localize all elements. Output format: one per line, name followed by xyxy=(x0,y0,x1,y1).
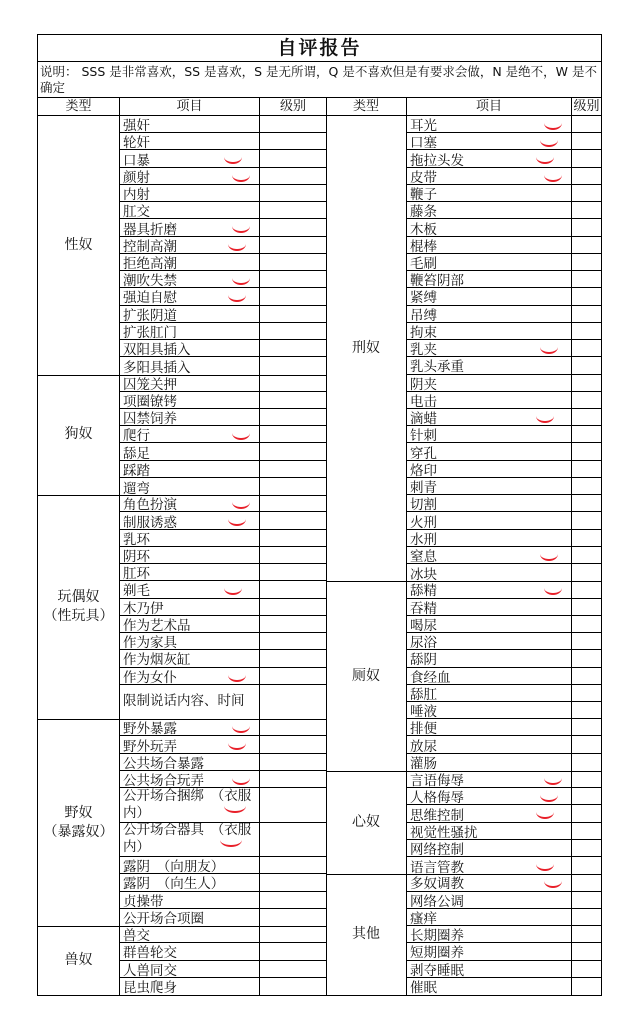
level-cell[interactable] xyxy=(572,685,601,701)
category-name: 性奴 xyxy=(38,116,120,375)
header-item: 项目 xyxy=(120,98,260,115)
item-label: 烙印 xyxy=(407,461,572,477)
item-row xyxy=(120,530,326,547)
item-label: 多阳具插入 xyxy=(120,357,260,374)
level-cell[interactable] xyxy=(260,564,326,580)
red-pen-mark xyxy=(232,271,250,285)
instructions-note: 说明： SSS 是非常喜欢，SS 是喜欢，S 是无所谓，Q 是不喜欢但是有要求会做，N 是绝不，W 是不确定 xyxy=(38,62,601,98)
level-cell[interactable] xyxy=(260,340,326,356)
category-group xyxy=(326,116,601,582)
item-label: 针刺 xyxy=(407,426,572,442)
right-table xyxy=(326,98,601,995)
item-label: 排便 xyxy=(407,719,572,735)
item-row xyxy=(120,909,326,926)
item-row xyxy=(407,978,601,995)
item-label: 皮带 xyxy=(407,168,572,184)
item-label: 公开场合项圈 xyxy=(120,909,260,926)
item-label: 语言管教 xyxy=(407,857,572,874)
item-label: 扩张肛门 xyxy=(120,323,260,339)
item-label: 冰块 xyxy=(407,564,572,581)
item-row xyxy=(407,736,601,753)
item-label: 爬行 xyxy=(120,426,260,442)
red-pen-mark xyxy=(224,799,246,813)
item-label: 穿孔 xyxy=(407,443,572,459)
red-pen-mark xyxy=(536,409,554,423)
red-pen-mark xyxy=(544,168,562,182)
item-row xyxy=(120,961,326,978)
item-label: 网络公调 xyxy=(407,892,572,908)
item-label: 露阴 （向朋友） xyxy=(120,857,260,873)
item-row xyxy=(120,771,326,788)
item-row xyxy=(120,133,326,150)
item-label: 毛刷 xyxy=(407,254,572,270)
item-row xyxy=(120,185,326,202)
item-row xyxy=(407,547,601,564)
item-label: 乳头承重 xyxy=(407,357,572,373)
item-label: 人格侮辱 xyxy=(407,788,572,804)
level-cell[interactable] xyxy=(572,788,601,804)
report-title: 自评报告 xyxy=(38,35,601,62)
level-cell[interactable] xyxy=(572,874,601,890)
level-cell[interactable] xyxy=(572,961,601,977)
level-cell[interactable] xyxy=(572,530,601,546)
level-cell[interactable] xyxy=(260,892,326,908)
item-label: 作为烟灰缸 xyxy=(120,650,260,666)
item-row xyxy=(407,961,601,978)
left-header xyxy=(38,98,326,116)
item-label: 吊缚 xyxy=(407,306,572,322)
level-cell[interactable] xyxy=(260,150,326,166)
item-row xyxy=(120,547,326,564)
item-label: 囚禁饲养 xyxy=(120,409,260,425)
item-row xyxy=(120,461,326,478)
item-label: 电击 xyxy=(407,392,572,408)
category-name: 其他 xyxy=(326,874,407,995)
item-label: 瘙痒 xyxy=(407,909,572,925)
table xyxy=(38,98,601,995)
item-label: 口暴 xyxy=(120,150,260,166)
left-table xyxy=(38,98,327,995)
level-cell[interactable] xyxy=(260,185,326,201)
item-label: 吞精 xyxy=(407,599,572,615)
item-label: 剥夺睡眠 xyxy=(407,961,572,977)
item-label: 器具折磨 xyxy=(120,219,260,235)
item-label: 乳环 xyxy=(120,530,260,546)
level-cell[interactable] xyxy=(260,392,326,408)
level-cell[interactable] xyxy=(572,650,601,666)
category-group xyxy=(326,874,601,995)
level-cell[interactable] xyxy=(572,702,601,718)
red-pen-mark xyxy=(536,857,554,871)
level-cell[interactable] xyxy=(572,943,601,959)
level-cell[interactable] xyxy=(572,581,601,597)
level-cell[interactable] xyxy=(572,426,601,442)
category-group xyxy=(38,719,326,927)
item-label: 灌肠 xyxy=(407,754,572,771)
level-cell[interactable] xyxy=(260,736,326,752)
item-label: 舔阴 xyxy=(407,650,572,666)
level-cell[interactable] xyxy=(260,530,326,546)
item-label: 长期圈养 xyxy=(407,926,572,942)
item-label: 拒绝高潮 xyxy=(120,254,260,270)
item-label: 棍棒 xyxy=(407,237,572,253)
item-label: 拘束 xyxy=(407,323,572,339)
category-group xyxy=(38,116,326,376)
item-label: 轮奸 xyxy=(120,133,260,149)
level-cell[interactable] xyxy=(572,202,601,218)
red-pen-mark xyxy=(544,771,562,785)
level-cell[interactable] xyxy=(260,271,326,287)
red-pen-mark xyxy=(232,168,250,182)
level-cell[interactable] xyxy=(572,150,601,166)
level-cell[interactable] xyxy=(572,288,601,304)
item-label: 舔足 xyxy=(120,443,260,459)
item-label: 强迫自慰 xyxy=(120,288,260,304)
item-row xyxy=(120,150,326,167)
level-cell[interactable] xyxy=(572,116,601,132)
level-cell[interactable] xyxy=(260,633,326,649)
item-row xyxy=(120,685,326,719)
level-cell[interactable] xyxy=(260,874,326,890)
level-cell[interactable] xyxy=(572,306,601,322)
item-label: 制服诱惑 xyxy=(120,512,260,528)
item-row xyxy=(120,564,326,581)
item-label: 拖拉头发 xyxy=(407,150,572,166)
level-cell[interactable] xyxy=(260,616,326,632)
category-name: 心奴 xyxy=(326,771,407,874)
level-cell[interactable] xyxy=(260,168,326,184)
level-cell[interactable] xyxy=(260,961,326,977)
level-cell[interactable] xyxy=(260,943,326,959)
red-pen-mark xyxy=(540,340,558,354)
item-label: 野外玩弄 xyxy=(120,736,260,752)
level-cell[interactable] xyxy=(572,219,601,235)
level-cell[interactable] xyxy=(260,512,326,528)
level-cell[interactable] xyxy=(260,754,326,770)
level-cell[interactable] xyxy=(260,461,326,477)
header-type: 类型 xyxy=(38,98,120,115)
item-label: 扩张阴道 xyxy=(120,306,260,322)
item-row xyxy=(120,340,326,357)
category-group xyxy=(326,771,601,875)
level-cell[interactable] xyxy=(260,909,326,926)
item-label: 阴环 xyxy=(120,547,260,563)
item-label: 剃毛 xyxy=(120,581,260,597)
header-level: 级别 xyxy=(573,99,600,114)
item-label: 公开场合器具 （衣服内） xyxy=(120,823,260,856)
item-row xyxy=(120,426,326,443)
item-label: 鞭子 xyxy=(407,185,572,201)
level-cell[interactable] xyxy=(572,461,601,477)
level-cell[interactable] xyxy=(572,168,601,184)
red-pen-mark xyxy=(540,547,558,561)
item-label: 项圈镣铐 xyxy=(120,392,260,408)
item-label: 喝尿 xyxy=(407,616,572,632)
level-cell[interactable] xyxy=(572,392,601,408)
level-cell[interactable] xyxy=(572,375,601,391)
level-cell[interactable] xyxy=(572,495,601,511)
level-cell[interactable] xyxy=(260,288,326,304)
item-label: 贞操带 xyxy=(120,892,260,908)
level-cell[interactable] xyxy=(260,375,326,391)
level-cell[interactable] xyxy=(572,478,601,494)
level-cell[interactable] xyxy=(572,633,601,649)
category-name: 厕奴 xyxy=(326,581,407,771)
item-row xyxy=(120,892,326,909)
level-cell[interactable] xyxy=(260,202,326,218)
item-label: 野外暴露 xyxy=(120,719,260,735)
category-group xyxy=(38,375,326,497)
category-name: 狗奴 xyxy=(38,375,120,496)
level-cell[interactable] xyxy=(260,478,326,495)
item-label: 食经血 xyxy=(407,668,572,684)
item-label: 耳光 xyxy=(407,116,572,132)
level-cell[interactable] xyxy=(572,357,601,373)
item-label: 木板 xyxy=(407,219,572,235)
level-cell[interactable] xyxy=(260,306,326,322)
level-cell[interactable] xyxy=(572,237,601,253)
level-cell[interactable] xyxy=(572,340,601,356)
item-label: 水刑 xyxy=(407,530,572,546)
item-label: 囚笼关押 xyxy=(120,375,260,391)
level-cell[interactable] xyxy=(260,443,326,459)
level-cell[interactable] xyxy=(260,771,326,787)
item-label: 踩踏 xyxy=(120,461,260,477)
item-label: 藤条 xyxy=(407,202,572,218)
item-label: 口塞 xyxy=(407,133,572,149)
level-cell[interactable] xyxy=(572,892,601,908)
item-row xyxy=(120,443,326,460)
item-label: 视觉性骚扰 xyxy=(407,823,572,839)
level-cell[interactable] xyxy=(260,219,326,235)
level-cell[interactable] xyxy=(572,409,601,425)
level-cell[interactable] xyxy=(572,323,601,339)
item-label: 舔精 xyxy=(407,581,572,597)
level-cell[interactable] xyxy=(260,788,326,821)
level-cell[interactable] xyxy=(260,495,326,511)
item-label: 舔肛 xyxy=(407,685,572,701)
level-cell[interactable] xyxy=(572,771,601,787)
item-row xyxy=(120,116,326,133)
item-row xyxy=(120,823,326,857)
item-label: 阴夹 xyxy=(407,375,572,391)
category-group xyxy=(326,581,601,772)
level-cell[interactable] xyxy=(260,926,326,942)
item-label: 作为艺术品 xyxy=(120,616,260,632)
red-pen-mark xyxy=(228,668,246,682)
item-label: 双阳具插入 xyxy=(120,340,260,356)
level-cell[interactable] xyxy=(260,357,326,374)
item-label: 人兽同交 xyxy=(120,961,260,977)
item-label: 潮吹失禁 xyxy=(120,271,260,287)
right-body xyxy=(326,116,601,995)
level-cell[interactable] xyxy=(572,719,601,735)
item-label: 短期圈养 xyxy=(407,943,572,959)
level-cell[interactable] xyxy=(260,978,326,995)
item-label: 尿浴 xyxy=(407,633,572,649)
level-cell[interactable] xyxy=(572,978,601,995)
level-cell[interactable] xyxy=(260,426,326,442)
level-cell[interactable] xyxy=(572,823,601,839)
item-label: 思维控制 xyxy=(407,805,572,821)
item-row xyxy=(120,168,326,185)
item-label: 多奴调教 xyxy=(407,874,572,890)
level-cell[interactable] xyxy=(572,857,601,874)
level-cell[interactable] xyxy=(572,840,601,856)
level-cell[interactable] xyxy=(260,823,326,856)
header-type: 类型 xyxy=(326,98,407,115)
level-cell[interactable] xyxy=(260,237,326,253)
level-cell[interactable] xyxy=(572,668,601,684)
level-cell[interactable] xyxy=(572,547,601,563)
item-label: 公共场合暴露 xyxy=(120,754,260,770)
left-body xyxy=(38,116,326,995)
item-label: 紧缚 xyxy=(407,288,572,304)
level-cell[interactable] xyxy=(260,668,326,684)
item-label: 限制说话内容、时间 xyxy=(120,685,260,719)
level-cell[interactable] xyxy=(572,909,601,925)
item-row xyxy=(120,978,326,995)
right-header xyxy=(326,98,601,116)
level-cell[interactable] xyxy=(572,616,601,632)
level-cell[interactable] xyxy=(260,133,326,149)
category-name: 刑奴 xyxy=(326,116,407,581)
level-cell[interactable] xyxy=(572,805,601,821)
item-label: 唾液 xyxy=(407,702,572,718)
header-level: 级别 xyxy=(279,99,306,114)
level-cell[interactable] xyxy=(572,443,601,459)
item-label: 木乃伊 xyxy=(120,599,260,615)
item-label: 作为家具 xyxy=(120,633,260,649)
level-cell[interactable] xyxy=(572,564,601,581)
level-cell[interactable] xyxy=(572,185,601,201)
item-label: 遛弯 xyxy=(120,478,260,495)
item-label: 乳夹 xyxy=(407,340,572,356)
category-name: 野奴 （暴露奴） xyxy=(38,719,120,926)
item-row xyxy=(120,668,326,685)
level-cell[interactable] xyxy=(572,736,601,752)
level-cell[interactable] xyxy=(572,133,601,149)
header-item: 项目 xyxy=(407,98,572,115)
item-label: 群兽轮交 xyxy=(120,943,260,959)
item-label: 强奸 xyxy=(120,116,260,132)
item-label: 公开场合捆绑 （衣服内） xyxy=(120,788,260,821)
category-group xyxy=(38,926,326,995)
level-cell[interactable] xyxy=(572,754,601,771)
item-row xyxy=(120,788,326,822)
level-cell[interactable] xyxy=(260,599,326,615)
level-cell[interactable] xyxy=(260,650,326,666)
item-label: 内射 xyxy=(120,185,260,201)
item-label: 颜射 xyxy=(120,168,260,184)
red-pen-mark xyxy=(232,771,250,785)
item-label: 公共场合玩弄 xyxy=(120,771,260,787)
item-row xyxy=(120,409,326,426)
red-pen-mark xyxy=(228,237,246,251)
item-label: 催眠 xyxy=(407,978,572,995)
item-label: 切割 xyxy=(407,495,572,511)
item-label: 角色扮演 xyxy=(120,495,260,511)
item-label: 露阴 （向生人） xyxy=(120,874,260,890)
item-label: 窒息 xyxy=(407,547,572,563)
level-cell[interactable] xyxy=(260,116,326,132)
item-label: 火刑 xyxy=(407,512,572,528)
item-label: 肛交 xyxy=(120,202,260,218)
item-row xyxy=(120,512,326,529)
item-label: 鞭笞阴部 xyxy=(407,271,572,287)
item-label: 作为女仆 xyxy=(120,668,260,684)
level-cell[interactable] xyxy=(572,599,601,615)
category-group xyxy=(38,495,326,720)
category-name: 兽奴 xyxy=(38,926,120,995)
item-label: 放尿 xyxy=(407,736,572,752)
level-cell[interactable] xyxy=(572,512,601,528)
item-label: 滴蜡 xyxy=(407,409,572,425)
item-label: 兽交 xyxy=(120,926,260,942)
red-pen-mark xyxy=(544,116,562,130)
level-cell[interactable] xyxy=(260,581,326,597)
level-cell[interactable] xyxy=(260,857,326,873)
level-cell[interactable] xyxy=(260,685,326,719)
level-cell[interactable] xyxy=(572,254,601,270)
item-label: 控制高潮 xyxy=(120,237,260,253)
item-label: 言语侮辱 xyxy=(407,771,572,787)
item-label: 网络控制 xyxy=(407,840,572,856)
item-label: 肛环 xyxy=(120,564,260,580)
report-sheet xyxy=(37,34,602,996)
item-row xyxy=(407,840,601,857)
level-cell[interactable] xyxy=(260,254,326,270)
level-cell[interactable] xyxy=(260,409,326,425)
item-label: 昆虫爬身 xyxy=(120,978,260,995)
level-cell[interactable] xyxy=(572,271,601,287)
level-cell[interactable] xyxy=(260,323,326,339)
level-cell[interactable] xyxy=(260,547,326,563)
category-name: 玩偶奴 （性玩具） xyxy=(38,495,120,719)
red-pen-mark xyxy=(220,833,242,847)
level-cell[interactable] xyxy=(572,926,601,942)
level-cell[interactable] xyxy=(260,719,326,735)
item-label: 刺青 xyxy=(407,478,572,494)
